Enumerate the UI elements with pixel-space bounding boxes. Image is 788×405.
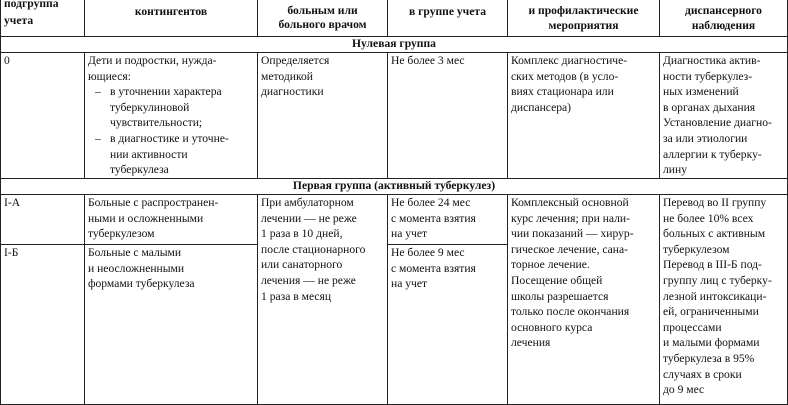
zero-doctor-cell: Определяется методикой диагностики bbox=[258, 53, 388, 179]
section-one-title-row bbox=[1, 179, 788, 195]
header-term: в группе учета bbox=[388, 0, 508, 37]
one-a-term-cell: Не более 24 мес с момента взятия на учет bbox=[388, 195, 508, 245]
section-zero-title: Нулевая группа bbox=[1, 37, 788, 53]
header-measures: и профилактические мероприятия bbox=[508, 0, 660, 37]
zero-dispensary-text-1: Диагностика актив- ности туберкулез- ных изменений в органах дыхания bbox=[663, 54, 761, 114]
zero-term-cell: Не более 3 мес bbox=[388, 53, 508, 179]
header-group: подгруппа учета bbox=[1, 0, 85, 37]
zero-contingent-intro: Дети и подростки, нужда- ющиеся: bbox=[88, 54, 217, 83]
one-dispensary-text-1: Перевод во II группу не более 10% всех больных с активным туберкулезом bbox=[663, 196, 767, 256]
header-contingent: контингентов bbox=[85, 0, 258, 37]
one-a-contingent-cell: Больные с распространен- ными и осложненными туберкулезом bbox=[85, 195, 258, 245]
one-doctor-cell: При амбулаторном лечении — не реже 1 раза в 10 дней, после стационарного или санаторного лечения — не реже 1 раза в месяц bbox=[258, 195, 388, 405]
one-measures-cell bbox=[508, 195, 660, 405]
header-dispensary: диспансерного наблюдения bbox=[660, 0, 788, 37]
section-one-title: Первая группа (активный туберкулез) bbox=[1, 179, 788, 195]
list-item: – в уточнении характера туберкулиновой чувствительности; bbox=[88, 84, 254, 131]
zero-group-cell: 0 bbox=[1, 53, 85, 179]
zero-dispensary-text-2: Установление диагно- за или этиологии аллергии к туберку- лину bbox=[663, 116, 772, 177]
header-doctor: больным или больного врачом bbox=[258, 0, 388, 37]
one-b-group-cell: I-Б bbox=[1, 245, 85, 405]
section-one-row-a bbox=[1, 195, 788, 245]
table-header-row bbox=[1, 0, 788, 37]
zero-measures-cell: Комплекс диагностиче- ских методов (в усло- виях стационара или диспансера) bbox=[508, 53, 660, 179]
one-measures-text-2: Посещение общей школы разрешается только после окончания основного курса лечения bbox=[511, 273, 630, 350]
zero-dispensary-cell bbox=[660, 53, 788, 179]
one-dispensary-text-2: Перевод в III-Б под- группу лиц с туберку- лезной интоксикаци- ей, ограниченными процессами и малыми формами туберкулеза в 95% случаях в сроки до 9 мес bbox=[663, 258, 772, 397]
one-b-term-cell: Не более 9 мес с момента взятия на учет bbox=[388, 245, 508, 405]
one-dispensary-cell bbox=[660, 195, 788, 405]
zero-contingent-cell bbox=[85, 53, 258, 179]
one-b-contingent-cell: Больные с малыми и неосложненными формами туберкулеза bbox=[85, 245, 258, 405]
list-item: – в диагностике и уточне- нии активности туберкулеза bbox=[88, 131, 254, 178]
one-measures-text-1: Комплексный основной курс лечения; при нали- чии показаний — хирур- гическое лечение, сана- торное лечение. bbox=[511, 196, 634, 272]
one-a-group-cell: I-А bbox=[1, 195, 85, 245]
section-zero-title-row bbox=[1, 37, 788, 53]
section-zero-row bbox=[1, 53, 788, 179]
zero-contingent-list bbox=[88, 84, 254, 178]
